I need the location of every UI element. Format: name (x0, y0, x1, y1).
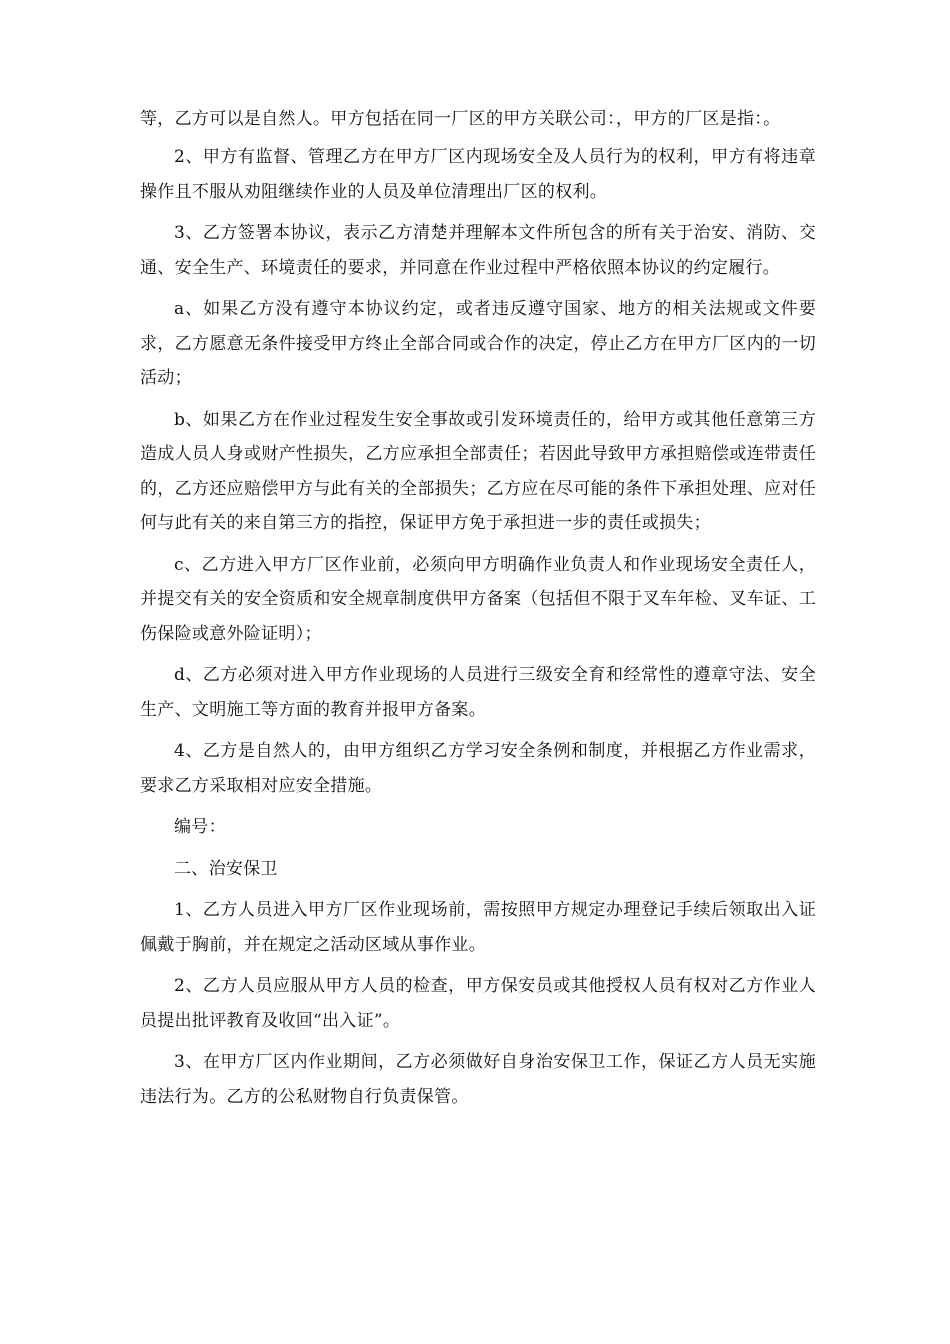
paragraph-intro: 等，乙方可以是自然人。甲方包括在同一厂区的甲方关联公司：，甲方的厂区是指：。 (140, 109, 781, 129)
paragraph-clause-4: 4、乙方是自然人的，由甲方组织乙方学习安全条例和制度，并根据乙方作业需求，要求乙方采取相对应安全措施。 (140, 741, 816, 796)
paragraph-security-1: 1、乙方人员进入甲方厂区作业现场前，需按照甲方规定办理登记手续后领取出入证佩戴于胸前，并在规定之活动区域从事作业。 (140, 900, 816, 955)
paragraph-clause-3: 3、乙方签署本协议，表示乙方清楚并理解本文件所包含的所有关于治安、消防、交通、安全生产、环境责任的要求，并同意在作业过程中严格依照本协议的约定履行。 (140, 223, 816, 278)
document-page (140, 108, 816, 1121)
paragraph-clause-3b: b、如果乙方在作业过程发生安全事故或引发环境责任的，给甲方或其他任意第三方造成人员人身或财产性损失，乙方应承担全部责任；若因此导致甲方承担赔偿或连带责任的，乙方还应赔偿甲方与此有关的全部损失；乙方应在尽可能的条件下承担处理、应对任何与此有关的来自第三方的指控，保证甲方免于承担进一步的责任或损失； (140, 409, 816, 533)
paragraph-clause-3c: c、乙方进入甲方厂区作业前，必须向甲方明确作业负责人和作业现场安全责任人，并提交有关的安全资质和安全规章制度供甲方备案（包括但不限于叉车年检、叉车证、工伤保险或意外险证明）； (140, 554, 816, 644)
paragraph-clause-3a: a、如果乙方没有遵守本协议约定，或者违反遵守国家、地方的相关法规或文件要求，乙方愿意无条件接受甲方终止全部合同或合作的决定，停止乙方在甲方厂区内的一切活动； (140, 299, 816, 388)
paragraph-number-label: 编号： (174, 817, 226, 837)
paragraph-security-3: 3、在甲方厂区内作业期间，乙方必须做好自身治安保卫工作，保证乙方人员无实施违法行为。乙方的公私财物自行负责保管。 (140, 1052, 816, 1107)
paragraph-security-2: 2、乙方人员应服从甲方人员的检查，甲方保安员或其他授权人员有权对乙方作业人员提出批评教育及收回“出入证”。 (140, 976, 816, 1031)
paragraph-clause-3d: d、乙方必须对进入甲方作业现场的人员进行三级安全育和经常性的遵章守法、安全生产、文明施工等方面的教育并报甲方备案。 (140, 665, 816, 720)
paragraph-clause-2: 2、甲方有监督、管理乙方在甲方厂区内现场安全及人员行为的权利，甲方有将违章操作且不服从劝阻继续作业的人员及单位清理出厂区的权利。 (140, 147, 816, 202)
section-heading-security: 二、治安保卫 (174, 858, 278, 879)
